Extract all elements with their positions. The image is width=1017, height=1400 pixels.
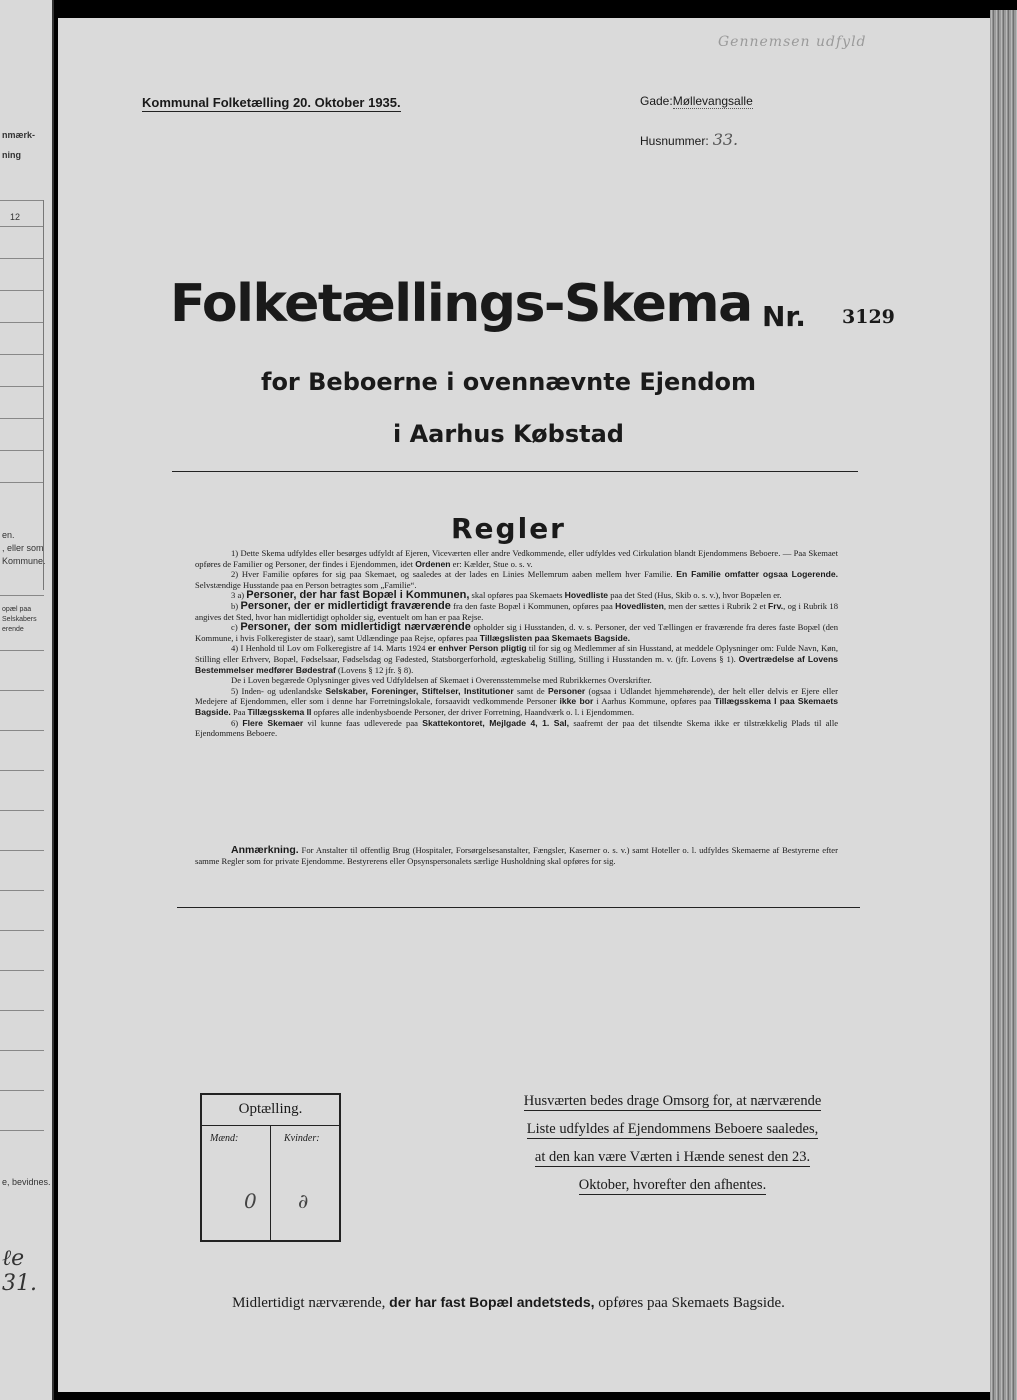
left-rule (0, 650, 44, 651)
rules-body (195, 548, 838, 739)
rule-4b: De i Loven begærede Oplysninger gives ved Udfyldelsen af Skemaet i Overensstemmelse med Rubrikkernes Overskrifter. (231, 675, 652, 686)
rule-2: 2) Hver Familie opføres for sig paa Skemaet, og saaledes at der lades en Linies Mellemrum aaben mellem hver Familie. En Familie omfatter ogsaa Logerende. Selvstændige Husstande paa en Person betragtes som „Familie“. (195, 569, 838, 590)
left-rule (0, 290, 44, 291)
left-rule (0, 482, 44, 483)
left-rule (0, 970, 44, 971)
house-number-value: 33. (712, 130, 739, 149)
divider (177, 907, 860, 908)
left-page-fragment (0, 0, 54, 1400)
form-location: i Aarhus Købstad (393, 420, 624, 448)
page-stack-edge (990, 10, 1017, 1400)
left-handwriting: ℓe 31. (2, 1246, 37, 1296)
rule-3c: c) Personer, der som midlertidigt nærværende opholder sig i Husstanden, d. v. s. Personer, der ved Tællingen er fraværende fra deres faste Bopæl (den Kommune, i hvis Folkeregister de staar), samt Udlændinge paa Rejse, opføres paa Tillægslisten paa Skemaets Bagside. (195, 621, 839, 643)
left-fragment: Selskabers (2, 616, 37, 623)
left-fragment: 12 (10, 212, 21, 222)
left-fragment: e, bevidnes. (2, 1177, 51, 1187)
notice-line: Liste udfyldes af Ejendommens Beboere saaledes, (526, 1121, 819, 1137)
men-label: Mænd: (210, 1133, 239, 1144)
left-fragment: opæl paa (2, 606, 32, 613)
left-fragment: en. (2, 530, 15, 540)
notice-line: Oktober, hvorefter den afhentes. (578, 1177, 767, 1193)
rule-1: 1) Dette Skema udfyldes eller besørges udfyldt af Ejeren, Viceværten eller andre Vedkommende, eller udfyldes ved Cirkulation blandt Ejendommens Beboere. — Paa Skemaet opføres de Familier og Personer, der findes i Ejendommen, idet Ordenen er: Kælder, Stue o. s. v. (195, 548, 838, 569)
street-field (640, 94, 753, 108)
rule-3a: 3 a) Personer, der har fast Bopæl i Kommunen, skal opføres paa Skemaets Hovedliste paa det Sted (Hus, Skib o. s. v.), hvor Bopælen er. (231, 589, 782, 602)
left-fragment: , eller som (2, 543, 44, 553)
left-rule (0, 418, 44, 419)
left-rule (0, 810, 44, 811)
left-fragment: nmærk- (2, 130, 36, 140)
left-rule (0, 930, 44, 931)
form-title: Folketællings-Skema (170, 274, 752, 334)
notice-line: Husværten bedes drage Omsorg for, at nærværende (523, 1093, 822, 1109)
rule-3b: b) Personer, der er midlertidigt fraværende fra den faste Bopæl i Kommunen, opføres paa Hovedlisten, men der sættes i Rubrik 2 et Frv., og i Rubrik 18 angives det Sted, hvor han midlertidigt opholder sig, eventuelt om han er paa Rejse. (195, 599, 839, 622)
census-header: Kommunal Folketælling 20. Oktober 1935. (142, 95, 401, 110)
left-rule (0, 322, 44, 323)
men-count: 0 (244, 1189, 257, 1213)
rule-6: 6) Flere Skemaer vil kunne faas udleverede paa Skattekontoret, Mejlgade 4, 1. Sal, saafremt der paa det tilsendte Skema ikke er tilstrækkelig Plads til alle Ejendommens Beboere. (195, 717, 839, 739)
rule-4: 4) I Henhold til Lov om Folkeregistre af 14. Marts 1924 er enhver Person pligtig til for sig og Medlemmer af sin Husstand, at meddele Oplysninger om: Fulde Navn, Køn, Stilling eller Erhverv, Bopæl, Fødselsaar, Fødselsdag og Fødested, Statsborgerforhold, ægteskabelig Stilling, Stilling i Husstanden m. v. (jfr. Lovens § 1). Overtrædelse af Lovens Bestemmelser medfører Bødestraf (Lovens § 12 jfr. § 8). (195, 643, 838, 675)
left-rule (0, 770, 44, 771)
pencil-note: Gennemsen udfyld (718, 34, 867, 50)
street-value: Møllevangsalle (672, 94, 753, 108)
footer-note: Midlertidigt nærværende, der har fast Bopæl andetsteds, opføres paa Skemaets Bagside. (232, 1294, 785, 1311)
left-rule (0, 200, 44, 201)
left-fragment: erende (2, 626, 24, 633)
tally-title: Optælling. (238, 1101, 303, 1117)
street-label: Gade: (640, 94, 673, 108)
remark-label: Anmærkning. (231, 844, 299, 856)
left-rule (0, 1090, 44, 1091)
house-number-field (640, 130, 738, 149)
women-label: Kvinder: (284, 1133, 320, 1144)
remark-text: For Anstalter til offentlig Brug (Hospitaler, Forsørgelsesanstalter, Fængsler, Kaserner o. s. v.) samt Hoteller o. l. udfyldes Skemaerne af Bestyrerne efter samme Regler som for private Ejendomme. Bestyrerens eller Opsynspersonalets særlige Husholdning skal opføres for sig. (195, 845, 838, 866)
left-rule (0, 354, 44, 355)
left-rule (0, 1050, 44, 1051)
left-rule (0, 690, 44, 691)
tally-box (200, 1093, 341, 1242)
rule-5: 5) Inden- og udenlandske Selskaber, Foreninger, Stiftelser, Institutioner samt de Personer (ogsaa i Udlandet hjemmehørende), der helt eller delvis er Ejere eller Medejere af Ejendommen, eller som i denne har Forretningslokale, forsaavidt vedkommende Personer ikke bor i Aarhus Kommune, opføres paa Tillægsskema I paa Skemaets Bagside. Paa Tillægsskema II opføres alle indenbysboende Personer, der driver Forretning, Haandværk o. l. i Ejendommen. (195, 685, 838, 717)
landlord-notice (500, 1093, 845, 1205)
left-rule (0, 890, 44, 891)
form-subtitle: for Beboerne i ovennævnte Ejendom (261, 368, 756, 396)
left-rule (0, 1130, 44, 1131)
remark (195, 845, 838, 867)
form-number-label: Nr. (762, 300, 806, 333)
left-rule (0, 595, 44, 596)
left-rule (0, 1010, 44, 1011)
left-rule (0, 226, 44, 227)
tally-divider (270, 1125, 271, 1240)
left-rule (0, 850, 44, 851)
divider (172, 471, 858, 472)
left-fragment: Kommune. (2, 556, 46, 566)
house-number-label: Husnummer: (640, 134, 709, 148)
left-rule (0, 258, 44, 259)
left-rule (0, 450, 44, 451)
form-number: 3129 (842, 306, 895, 328)
notice-line: at den kan være Værten i Hænde senest den 23. (534, 1149, 811, 1165)
rules-heading: Regler (451, 512, 566, 545)
women-count: ∂ (298, 1189, 309, 1213)
left-fragment: ning (2, 150, 21, 160)
left-rule (0, 730, 44, 731)
